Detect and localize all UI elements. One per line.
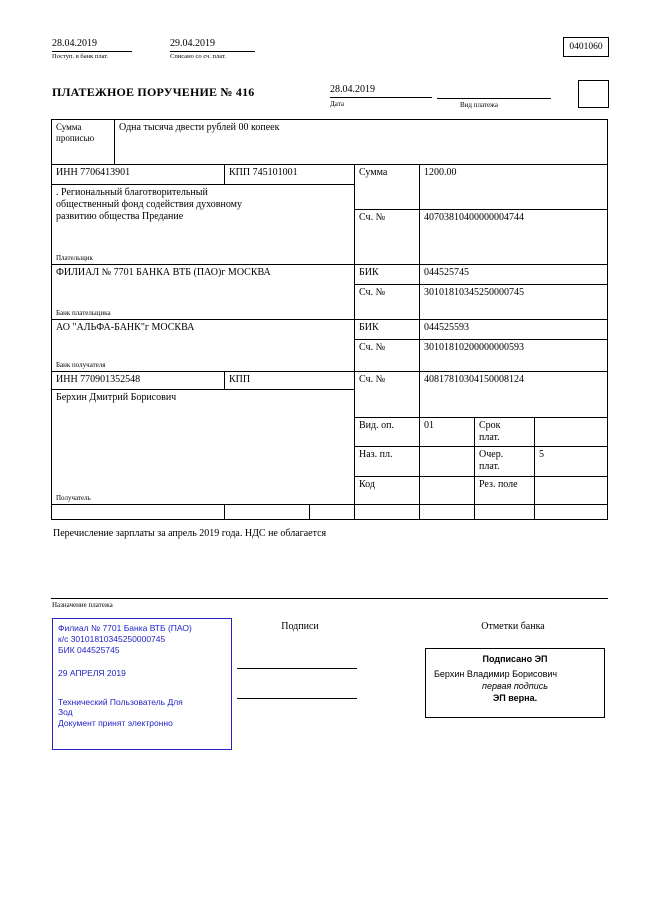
op-type-value: 01 [420, 418, 475, 447]
payer-account-label: Сч. № [355, 210, 420, 265]
payee-bank-bik-label: БИК [355, 320, 420, 340]
payer-cell [52, 185, 355, 265]
received-date-block [52, 38, 132, 61]
payment-type-line [437, 84, 551, 99]
signatures-header: Подписи [281, 621, 319, 632]
term-label-text: Срок плат. [479, 420, 501, 443]
reserve-value [535, 477, 608, 505]
payer-name: . Региональный благотворительный общественный фонд содействия духовному развитию общества Предание [56, 187, 243, 222]
debited-date-block [170, 38, 255, 61]
payee-bank-name: АО "АЛЬФА-БАНК"г МОСКВА [56, 322, 195, 333]
bank-stamp-note: Документ принят электронно [58, 718, 173, 729]
title-date-block [330, 84, 432, 108]
payee-bank-bik: 044525593 [420, 320, 608, 340]
table-strip-cell [535, 505, 608, 520]
queue-label-text: Очер. плат. [479, 449, 504, 472]
payer-account: 40703810400000004744 [420, 210, 608, 265]
bank-stamp-user: Технический Пользователь Для Зод [58, 696, 183, 718]
table-strip-cell [475, 505, 535, 520]
esignature-verified: ЭП верна. [492, 693, 538, 704]
table-strip-cell [310, 505, 355, 520]
esignature-stamp [425, 648, 605, 718]
debited-date-label: Списано со сч. плат. [170, 53, 226, 60]
purpose-underline [51, 598, 608, 599]
sum-value: 1200.00 [420, 165, 608, 210]
debited-date: 29.04.2019 [170, 38, 255, 52]
sum-label: Сумма [355, 165, 420, 210]
payee-kpp-label: КПП [225, 372, 355, 390]
reserve-label: Рез. поле [475, 477, 535, 505]
table-strip-cell [420, 505, 475, 520]
queue-label [475, 447, 535, 477]
received-date: 28.04.2019 [52, 38, 132, 52]
payer-bank-name: ФИЛИАЛ № 7701 БАНКА ВТБ (ПАО)г МОСКВА [56, 267, 271, 278]
payer-bank-label: Банк плательщика [56, 309, 111, 317]
payee-label: Получатель [56, 494, 91, 502]
payee-name: Берхин Дмитрий Борисович [56, 392, 177, 403]
payee-account-label: Сч. № [355, 372, 420, 418]
payer-bank-bik: 044525745 [420, 265, 608, 285]
bank-stamp-line2: к/с 30101810345250000745 [58, 633, 166, 644]
amount-words-label: Сумма прописью [52, 120, 115, 165]
signature-line-1 [237, 668, 357, 669]
table-strip-cell [355, 505, 420, 520]
payer-bank-account-label: Сч. № [355, 285, 420, 320]
payer-inn: ИНН 7706413901 [52, 165, 225, 185]
payer-label: Плательщик [56, 254, 93, 262]
esignature-name: Берхин Владимир Борисович [434, 668, 558, 679]
form-code-box: 0401060 [563, 37, 609, 57]
term-label [475, 418, 535, 447]
bank-stamp-line3: БИК 044525745 [58, 644, 120, 655]
payee-bank-account: 30101810200000000593 [420, 340, 608, 372]
payment-type-label: Вид платежа [460, 101, 499, 109]
signature-line-2 [237, 698, 357, 699]
payer-kpp: КПП 745101001 [225, 165, 355, 185]
term-value [535, 418, 608, 447]
title-date-label: Дата [330, 100, 344, 108]
payee-account: 40817810304150008124 [420, 372, 608, 418]
payee-bank-account-label: Сч. № [355, 340, 420, 372]
payee-cell [52, 390, 355, 505]
payer-bank-bik-label: БИК [355, 265, 420, 285]
table-strip-cell [225, 505, 310, 520]
code-label: Код [355, 477, 420, 505]
document-title: ПЛАТЕЖНОЕ ПОРУЧЕНИЕ № 416 [52, 85, 255, 99]
esignature-title: Подписано ЭП [482, 654, 548, 664]
bank-marks-header: Отметки банка [481, 621, 545, 632]
payee-inn: ИНН 770901352548 [52, 372, 225, 390]
bank-stamp-line1: Филиал № 7701 Банка ВТБ (ПАО) [58, 623, 192, 633]
title-small-box [578, 80, 609, 108]
queue-value: 5 [535, 447, 608, 477]
payee-bank-label: Банк получателя [56, 361, 106, 369]
esignature-kind: первая подпись [482, 681, 548, 692]
payment-purpose: Перечисление зарплаты за апрель 2019 года. НДС не облагается [53, 528, 327, 539]
op-type-label: Вид. оп. [355, 418, 420, 447]
amount-words-value: Одна тысяча двести рублей 00 копеек [115, 120, 608, 165]
naz-label: Наз. пл. [355, 447, 420, 477]
payment-type-block [437, 84, 551, 109]
purpose-label: Назначение платежа [52, 601, 113, 609]
payee-bank-cell [52, 320, 355, 372]
code-value [420, 477, 475, 505]
table-strip-cell [52, 505, 225, 520]
received-date-label: Поступ. в банк плат. [52, 53, 109, 60]
title-date: 28.04.2019 [330, 84, 432, 98]
bank-stamp-date: 29 АПРЕЛЯ 2019 [58, 667, 126, 678]
payer-bank-cell [52, 265, 355, 320]
payer-bank-account: 30101810345250000745 [420, 285, 608, 320]
naz-value [420, 447, 475, 477]
bank-stamp [52, 618, 232, 750]
